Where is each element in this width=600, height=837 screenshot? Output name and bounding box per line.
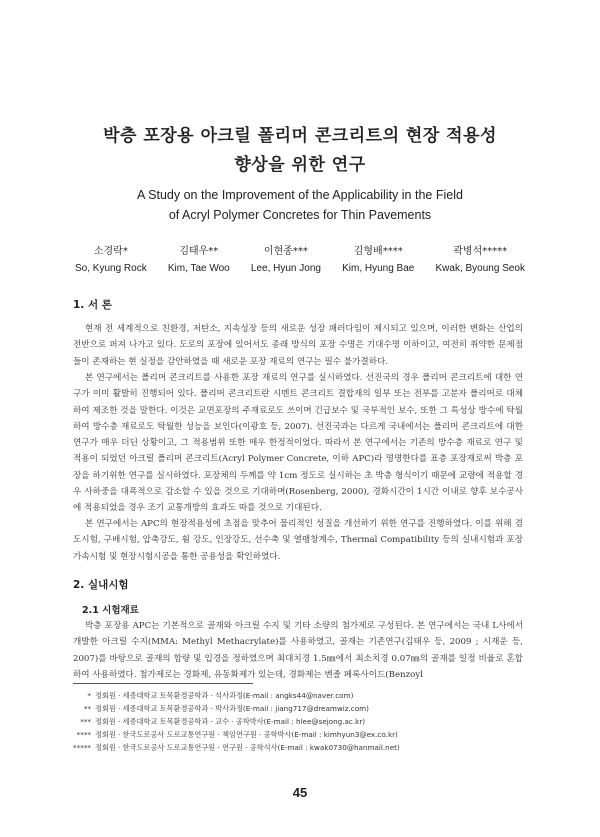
body-paragraph: 현재 전 세계적으로 친환경, 저탄소, 지속성장 등의 새로운 성장 패러다임이 제시되고 있으며, 이러한 변화는 산업의 전반으로 퍼져 나가고 있다. 도로의 포장에 있어서도 종래 방식의 포장 수명은 기대수명 이하이고, 여전히 취약한 문제점들이 존재하는 현 실정을 감안하였을 때 새로운 포장 재료의 연구는 필수 불가결하다. [73, 324, 523, 367]
footnote-divider [73, 683, 253, 684]
section-heading-introduction: 1. 서 론 [73, 299, 112, 311]
author-name-en: Kim, Tae Woo [167, 263, 230, 274]
footnote: *** 정회원 · 세종대학교 토목환경공학과 · 교수 · 공학박사(E-mail : hlee@sejong.ac.kr) [80, 717, 366, 726]
author-name-en: Kwak, Byoung Seok [435, 263, 525, 274]
author [342, 243, 414, 277]
author-list [75, 243, 525, 277]
footnote: ***** 정회원 · 한국도로공사 도로교통연구원 · 연구원 · 공학석사(E-mail : kwak0730@hanmail.net) [73, 743, 400, 752]
author-name-ko: 김형배**** [353, 246, 403, 257]
author [75, 243, 147, 277]
author [436, 243, 526, 277]
body-paragraph: 박층 포장용 APC는 기본적으로 골재와 아크릴 수지 및 기타 소량의 첨가제로 구성된다. 본 연구에서는 국내 L사에서 개발한 아크릴 수지(MMA: Methyl Methacrylate)를 사용하였고, 골재는 기존연구(김태우 등, 2009 ; 시재운 등, 2007)를 바탕으로 골재의 함량 및 입경을 정하였으며 최대치경 1.5㎜에서 최소치경 0.07㎜의 골재를 일정 비율로 혼합하여 사용하였다. 첨가제로는 경화제, 유동화제가 있는데, 경화제는 벤졸 페록사이드(Benzoyl [73, 621, 523, 680]
author-name-ko: 소경락* [93, 246, 128, 257]
korean-title-line-2: 향상을 위한 연구 [234, 155, 366, 175]
author-name-en: Lee, Hyun Jong [250, 263, 321, 274]
body-paragraph: 본 연구에서는 APC의 현장적용성에 초점을 맞추어 물리적인 성질을 개선하기 위한 연구를 진행하였다. 이를 위해 겸도시험, 구배시험, 압축강도, 휨 강도, 인장강도, 선수축 및 열팽창계수, Thermal Compatibility 등의 실내시험과 포장가속시험 및 현장시험시공을 통한 공용성을 확인하였다. [73, 519, 523, 562]
author-name-en: Kim, Hyung Bae [342, 263, 415, 274]
korean-title-line-1: 박층 포장용 아크릴 폴리머 콘크리트의 현장 적용성 [103, 126, 497, 146]
author-name-en: So, Kyung Rock [75, 263, 147, 274]
footnote: * 정회원 · 세종대학교 토목환경공학과 · 석사과정(E-mail : angks44@naver.com) [87, 691, 354, 700]
author-name-ko: 김태우** [179, 246, 219, 257]
subsection-heading-materials: 2.1 시험재료 [82, 605, 139, 616]
footnote: ** 정회원 · 세종대학교 토목환경공학과 · 박사과정(E-mail : jiang717@dreamwiz.com) [83, 704, 369, 713]
english-title-line-1: A Study on the Improvement of the Applicability in the Field [137, 188, 463, 202]
page-number: 45 [292, 785, 308, 800]
author-name-ko: 이현종*** [263, 246, 308, 257]
english-title-line-2: of Acryl Polymer Concretes for Thin Pavements [168, 208, 432, 222]
body-paragraph: 본 연구에서는 폴리머 콘크리트를 사용한 포장 재료의 연구를 실시하였다. 선진국의 경우 폴리머 콘크리트에 대한 연구가 이미 활발히 진행되어 있다. 폴리머 콘크리트란 시멘트 콘크리트 결합재의 일부 또는 전부를 고분자 폴리머로 대체하여 제조한 것을 말한다. 이것은 교면포장의 주재료로도 쓰이며 긴급보수 및 국부적인 보수, 또한 그 특성상 방수에 탁월하여 방수층 재료로도 탁월한 성능을 보인다(이광호 등, 2007). 선진국과는 다르게 국내에서는 폴리머 콘크리트에 대한 연구가 매우 더딘 상황이고, 그 적용범위 또한 매우 한정적이었다. 따라서 본 연구에서는 기존의 방수층 재료로 연구 및 적용이 되었던 아크릴 폴리머 콘크리트(Acryl Polymer Concrete, 이하 APC)라 명명한다를 표층 포장재로써 박층 포장을 하기위한 연구를 실시하였다. 포장체의 두께를 약 1cm 정도로 실시하는 초 박층 형식이기 때문에 교량에 적용할 경우 사하중을 대폭적으로 감소할 수 있을 것으로 기대하며(Rosenberg, 2000), 경화시간이 1시간 이내로 향후 보수공사에 적용되었을 경우 조기 교통개방의 효과도 따를 것으로 기대된다. [73, 373, 523, 514]
section-heading-lab-test: 2. 실내시험 [73, 579, 129, 591]
footnote: **** 정회원 · 한국도로공사 도로교통연구원 · 책임연구원 · 공학박사(E-mail : kimhyun3@ex.co.kr) [76, 730, 398, 739]
author [168, 243, 230, 277]
author-name-ko: 곽병석***** [453, 246, 508, 257]
author [251, 243, 321, 277]
